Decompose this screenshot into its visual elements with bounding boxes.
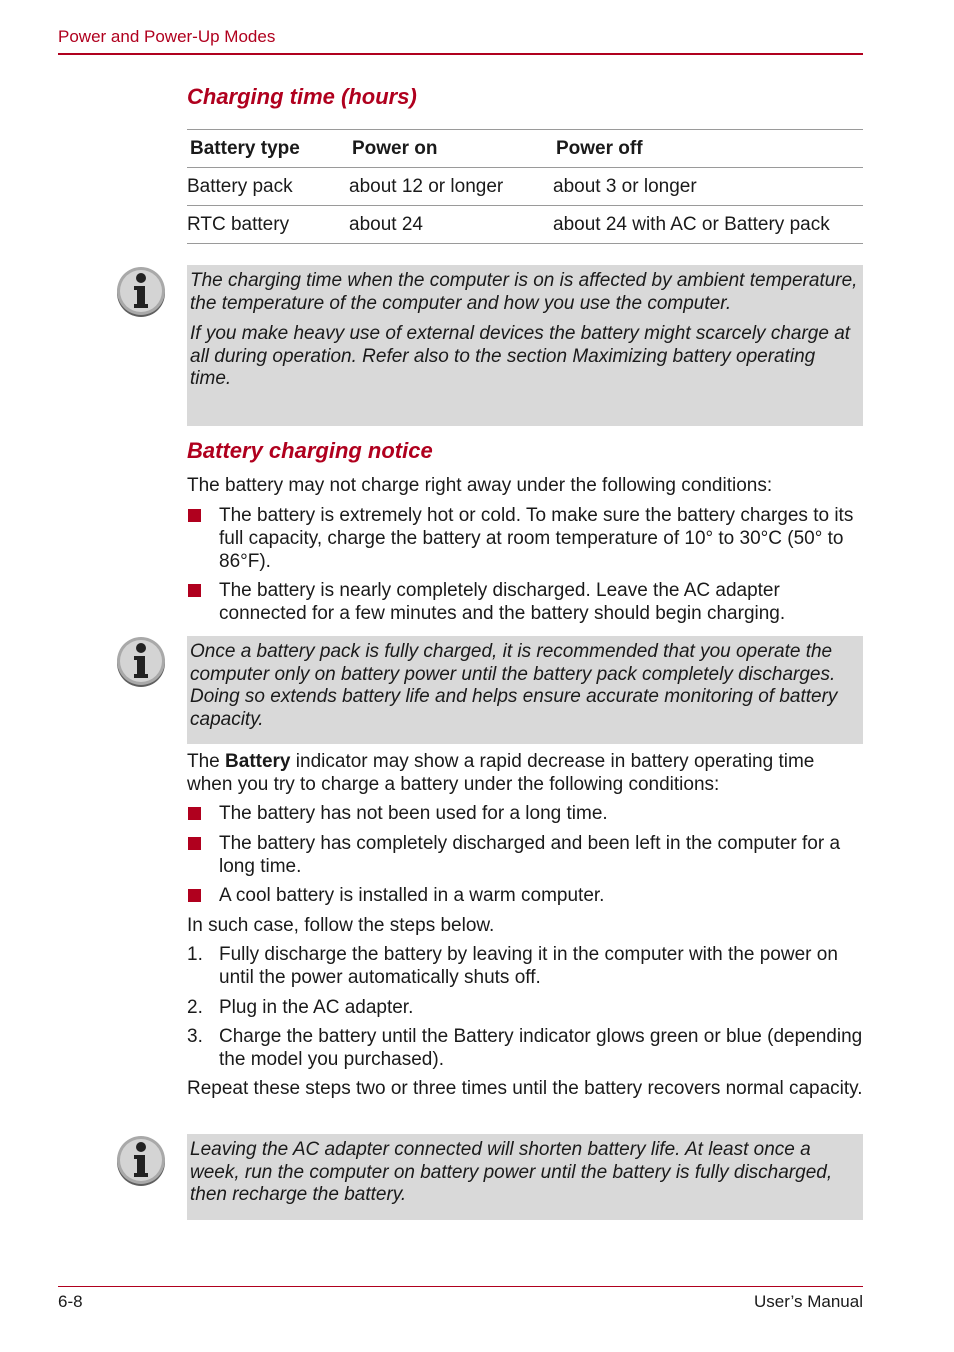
list-item [187, 579, 863, 625]
list-item-text: The battery has completely discharged and been left in the computer for a long time. [219, 833, 841, 877]
charging-time-heading: Charging time (hours) [187, 84, 417, 109]
table-header-row [187, 130, 863, 168]
table-cell: about 12 or longer [349, 168, 553, 206]
step-number: 2. [187, 997, 203, 1018]
list-item-text: A cool battery is installed in a warm computer. [219, 885, 605, 906]
table-cell: about 24 [349, 206, 553, 244]
manual-title: User’s Manual [754, 1292, 863, 1311]
list-item [187, 504, 863, 573]
indicator-bold: Battery [225, 751, 291, 772]
step-item [187, 943, 863, 989]
info-icon [115, 266, 167, 318]
step-number: 3. [187, 1026, 203, 1047]
table-row [187, 206, 863, 244]
square-bullet-icon [188, 837, 201, 850]
info-icon [115, 1135, 167, 1187]
table-cell: Battery pack [187, 168, 349, 206]
column-header: Battery type [187, 130, 349, 168]
step-item [187, 996, 863, 1019]
charging-notice-heading: Battery charging notice [187, 438, 433, 463]
table-cell: about 3 or longer [553, 168, 863, 206]
column-header: Power off [553, 130, 863, 168]
step-number: 1. [187, 944, 203, 965]
step-text: Fully discharge the battery by leaving it in the computer with the power on until the power automatically shuts off. [219, 944, 838, 988]
charging-time-table [187, 129, 863, 244]
repeat-paragraph: Repeat these steps two or three times until the battery recovers normal capacity. [187, 1078, 863, 1099]
list-item-text: The battery is extremely hot or cold. To make sure the battery charges to its full capacity, charge the battery at room temperature of 10° to 30°C (50° to 86°F). [219, 505, 854, 572]
note-box [187, 1134, 863, 1220]
square-bullet-icon [188, 889, 201, 902]
square-bullet-icon [188, 807, 201, 820]
note-box [187, 636, 863, 744]
list-item [187, 832, 863, 878]
list-item [187, 802, 863, 825]
list-item-text: The battery is nearly completely discharged. Leave the AC adapter connected for a few minutes and the battery should begin charging. [219, 580, 786, 624]
footer-rule [58, 1286, 863, 1287]
table-row [187, 168, 863, 206]
note-text: The charging time when the computer is on is affected by ambient temperature, the temperature of the computer and how you use the computer. [190, 270, 858, 314]
page-number: 6-8 [58, 1292, 83, 1311]
note-text: Leaving the AC adapter connected will shorten battery life. At least once a week, run the computer on battery power until the battery is fully discharged, then recharge the battery. [190, 1139, 833, 1205]
info-icon [115, 636, 167, 688]
table-cell: RTC battery [187, 206, 349, 244]
indicator-paragraph [187, 750, 863, 796]
indicator-text: indicator may show a rapid decrease in battery operating time when you try to charge a battery under the following conditions: [187, 751, 815, 795]
table-cell: about 24 with AC or Battery pack [553, 206, 863, 244]
list-item [187, 884, 863, 907]
note-text: If you make heavy use of external devices the battery might scarcely charge at all during operation. Refer also to the section Maximizing battery operating time. [190, 323, 851, 389]
running-header: Power and Power-Up Modes [58, 27, 276, 46]
list-item-text: The battery has not been used for a long time. [219, 803, 608, 824]
steps-intro: In such case, follow the steps below. [187, 915, 495, 936]
step-text: Plug in the AC adapter. [219, 997, 414, 1018]
note-box [187, 265, 863, 426]
step-text: Charge the battery until the Battery indicator glows green or blue (depending the model you purchased). [219, 1026, 863, 1070]
square-bullet-icon [188, 509, 201, 522]
charging-notice-intro: The battery may not charge right away under the following conditions: [187, 475, 773, 496]
square-bullet-icon [188, 584, 201, 597]
indicator-text: The [187, 751, 226, 772]
header-rule [58, 53, 863, 55]
note-text: Once a battery pack is fully charged, it is recommended that you operate the computer only on battery power until the battery pack completely discharges. Doing so extends battery life and helps ensure accurate monitoring of battery capacity. [190, 641, 838, 730]
step-item [187, 1025, 863, 1071]
column-header: Power on [349, 130, 553, 168]
